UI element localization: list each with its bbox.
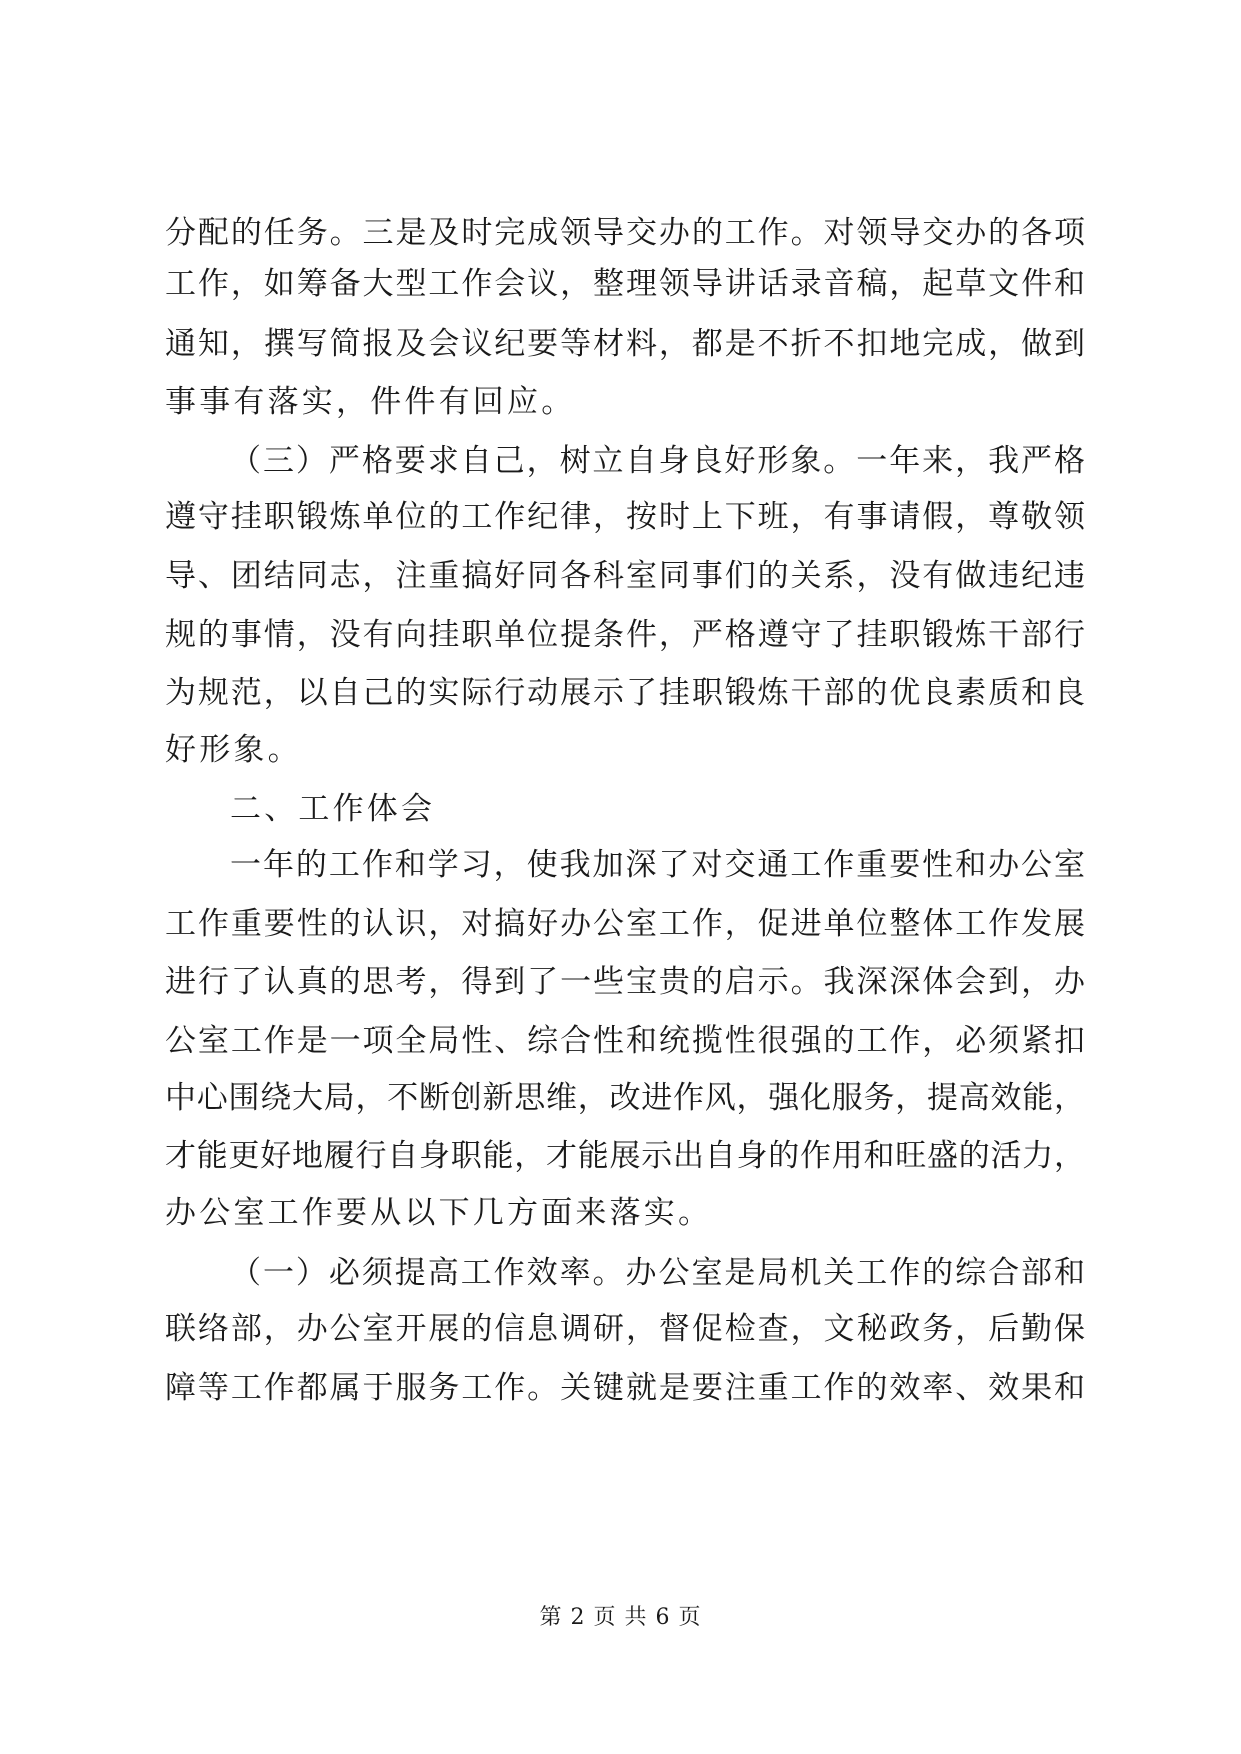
body-text-line: 通知，撰写简报及会议纪要等材料，都是不折不扣地完成，做到	[165, 326, 1085, 362]
body-text-line: 工作重要性的认识，对搞好办公室工作，促进单位整体工作发展	[165, 906, 1085, 942]
body-text-line: 联络部，办公室开展的信息调研，督促检查，文秘政务，后勤保	[165, 1311, 1085, 1347]
body-text-line: 事事有落实，件件有回应。	[165, 384, 576, 420]
body-text-line: 导、团结同志，注重搞好同各科室同事们的关系，没有做违纪违	[165, 558, 1085, 594]
body-text-line: 才能更好地履行自身职能，才能展示出自身的作用和旺盛的活力，	[165, 1138, 1085, 1174]
body-text-line: 障等工作都属于服务工作。关键就是要注重工作的效率、效果和	[165, 1370, 1085, 1406]
body-text-line: 公室工作是一项全局性、综合性和统揽性很强的工作，必须紧扣	[165, 1023, 1085, 1059]
body-text-line: 中心围绕大局，不断创新思维，改进作风，强化服务，提高效能，	[165, 1080, 1085, 1116]
body-text-line: 工作，如筹备大型工作会议，整理领导讲话录音稿，起草文件和	[165, 266, 1085, 302]
body-text-line: 为规范，以自己的实际行动展示了挂职锻炼干部的优良素质和良	[165, 675, 1085, 711]
body-text-line: 办公室工作要从以下几方面来落实。	[165, 1195, 713, 1231]
paragraph-first-line: 一年的工作和学习，使我加深了对交通工作重要性和办公室	[230, 847, 1085, 883]
paragraph-first-line: （一）必须提高工作效率。办公室是局机关工作的综合部和	[230, 1255, 1085, 1291]
body-text-line: 分配的任务。三是及时完成领导交办的工作。对领导交办的各项	[165, 215, 1085, 251]
page-number-footer: 第 2 页 共 6 页	[539, 1605, 702, 1630]
body-text-line: 遵守挂职锻炼单位的工作纪律，按时上下班，有事请假，尊敬领	[165, 499, 1085, 535]
body-text-line: 规的事情，没有向挂职单位提条件，严格遵守了挂职锻炼干部行	[165, 617, 1085, 653]
section-heading: 二、工作体会	[230, 791, 436, 827]
paragraph-first-line: （三）严格要求自己，树立自身良好形象。一年来，我严格	[230, 443, 1085, 479]
body-text-line: 好形象。	[165, 732, 302, 768]
body-text-line: 进行了认真的思考，得到了一些宝贵的启示。我深深体会到，办	[165, 964, 1085, 1000]
